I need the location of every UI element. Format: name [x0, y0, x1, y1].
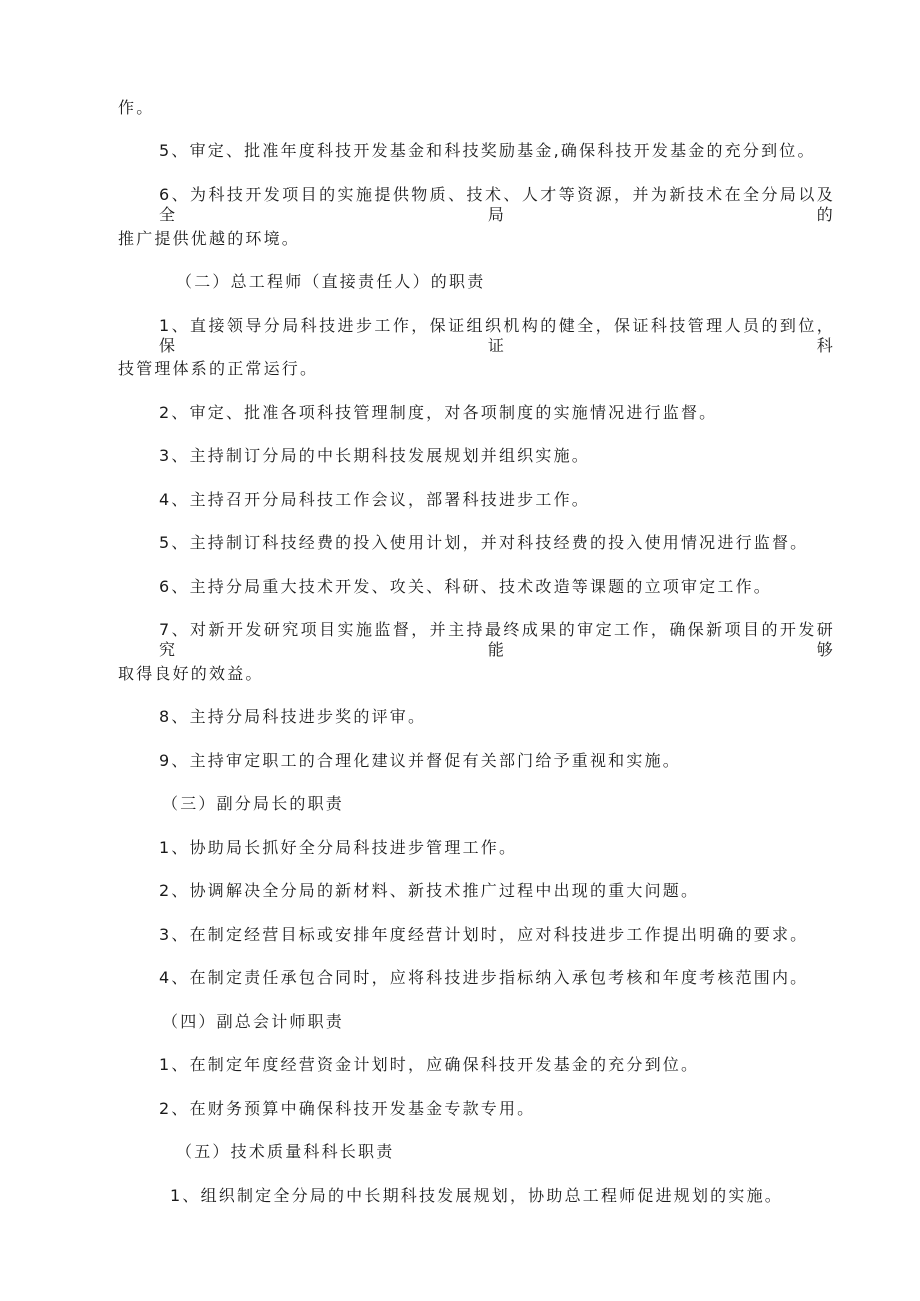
list-item: 2、协调解决全分局的新材料、新技术推广过程中出现的重大问题。 [159, 881, 700, 900]
list-item: 6、为科技开发项目的实施提供物质、技术、人才等资源，并为新技术在全分局以及全局的 [159, 185, 835, 224]
list-item: 4、主持召开分局科技工作会议，部署科技进步工作。 [159, 490, 590, 509]
list-item: 3、在制定经营目标或安排年度经营计划时，应对科技进步工作提出明确的要求。 [159, 925, 809, 944]
list-item: 9、主持审定职工的合理化建议并督促有关部门给予重视和实施。 [159, 751, 681, 770]
section-heading: （五）技术质量科科长职责 [176, 1142, 395, 1161]
section-heading: （四）副总会计师职责 [162, 1012, 345, 1031]
list-item: 3、主持制订分局的中长期科技发展规划并组织实施。 [159, 446, 590, 465]
section-heading: （三）副分局长的职责 [162, 794, 345, 813]
list-item: 1、在制定年度经营资金计划时，应确保科技开发基金的充分到位。 [159, 1055, 700, 1074]
list-item: 2、在财务预算中确保科技开发基金专款专用。 [159, 1099, 536, 1118]
list-item: 4、在制定责任承包合同时，应将科技进步指标纳入承包考核和年度考核范围内。 [159, 968, 809, 987]
list-item: 5、主持制订科技经费的投入使用计划，并对科技经费的投入使用情况进行监督。 [159, 533, 809, 552]
list-item-continuation: 技管理体系的正常运行。 [118, 359, 319, 378]
list-item: 2、审定、批准各项科技管理制度，对各项制度的实施情况进行监督。 [159, 403, 718, 422]
list-item: 7、对新开发研究项目实施监督，并主持最终成果的审定工作，确保新项目的开发研究能够 [159, 620, 835, 659]
list-item: 1、协助局长抓好全分局科技进步管理工作。 [159, 838, 518, 857]
list-item: 8、主持分局科技进步奖的评审。 [159, 707, 427, 726]
section-heading: （二）总工程师（直接责任人）的职责 [176, 272, 486, 291]
paragraph-tail: 作。 [118, 98, 155, 117]
list-item: 1、直接领导分局科技进步工作，保证组织机构的健全，保证科技管理人员的到位，保证科 [159, 316, 835, 355]
list-item: 1、组织制定全分局的中长期科技发展规划，协助总工程师促进规划的实施。 [170, 1186, 783, 1205]
list-item: 6、主持分局重大技术开发、攻关、科研、技术改造等课题的立项审定工作。 [159, 577, 772, 596]
list-item: 5、审定、批准年度科技开发基金和科技奖励基金,确保科技开发基金的充分到位。 [159, 141, 816, 160]
list-item-continuation: 推广提供优越的环境。 [118, 229, 301, 248]
list-item-continuation: 取得良好的效益。 [118, 664, 264, 683]
